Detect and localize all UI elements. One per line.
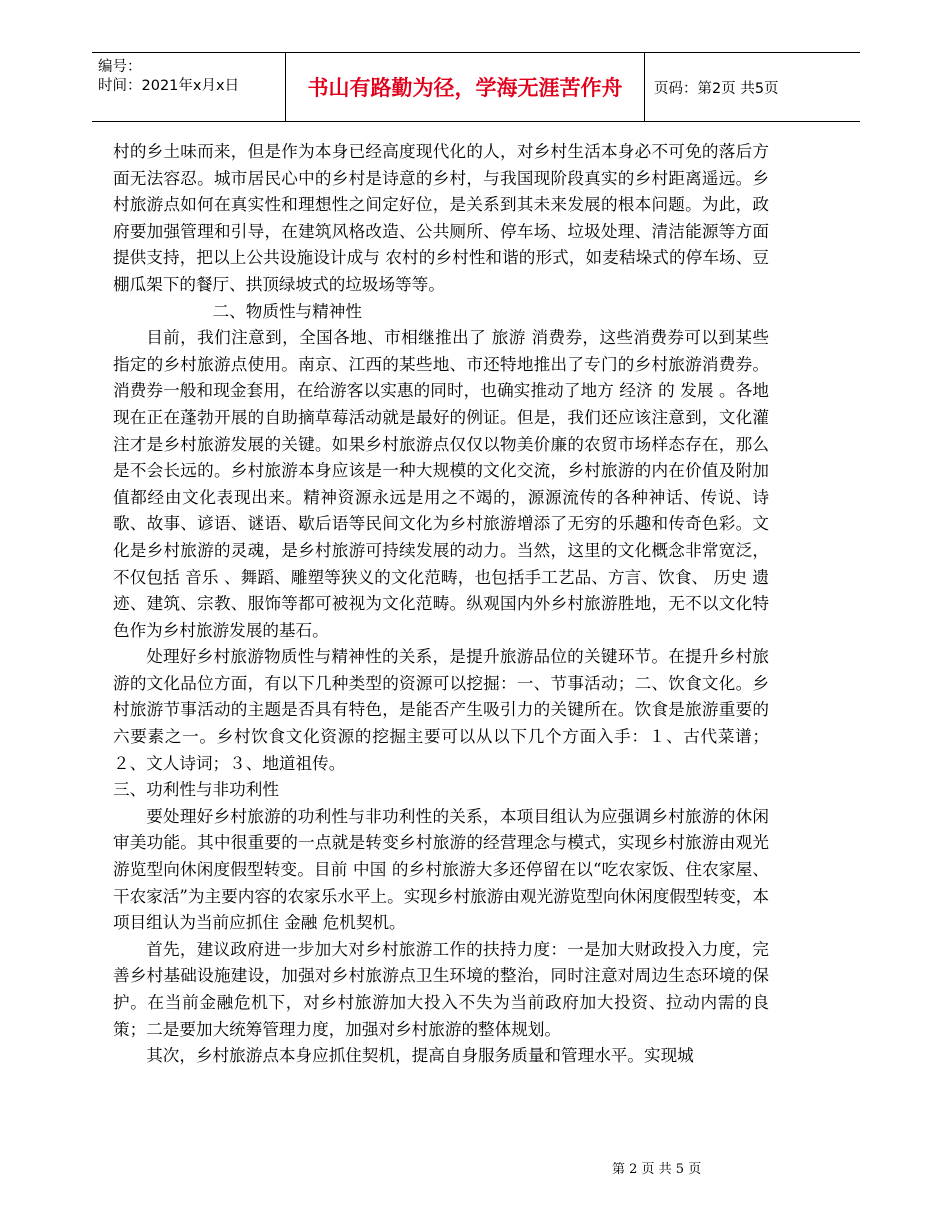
document-number-label: 编号： [98, 59, 142, 75]
page-header [92, 52, 860, 122]
header-page-info: 页码：第2页 共5页 [654, 80, 779, 97]
header-meta [92, 53, 285, 121]
body-paragraph: 首先，建议政府进一步加大对乡村旅游工作的扶持力度：一是加大财政投入力度，完善乡村基础设施建设，加强对乡村旅游点卫生环境的整治，同时注意对周边生态环境的保护。在当前金融危机下，对乡村旅游加大投入不失为当前政府加大投资、拉动内需的良策；二是要加大统筹管理力度，加强对乡村旅游的整体规划。 [113, 939, 769, 1039]
body-paragraph: 目前，我们注意到，全国各地、市相继推出了 旅游 消费券，这些消费券可以到某些指定的乡村旅游点使用。南京、江西的某些地、市还特地推出了专门的乡村旅游消费券。消费券一般和现金套用，在给游客以实惠的同时，也确实推动了地方 经济 的 发展 。各地现在正在蓬勃开展的自助摘草莓活动就是最好的例证。但是，我们还应该注意到，文化灌注才是乡村旅游发展的关键。如果乡村旅游点仅仅以物美价廉的农贸市场样态存在，那么是不会长远的。乡村旅游本身应该是一种大规模的文化交流，乡村旅游的内在价值及附加值都经由文化表现出来。精神资源永远是用之不竭的，源源流传的各种神话、传说、诗歌、故事、谚语、谜语、歇后语等民间文化为乡村旅游增添了无穷的乐趣和传奇色彩。文化是乡村旅游的灵魂，是乡村旅游可持续发展的动力。当然，这里的文化概念非常宽泛，不仅包括 音乐 、舞蹈、雕塑等狭义的文化范畴，也包括手工艺品、方言、饮食、 历史 遗迹、建筑、宗教、服饰等都可被视为文化范畴。纵观国内外乡村旅游胜地，无不以文化特色作为乡村旅游发展的基石。 [113, 328, 769, 640]
header-motto: 书山有路勤为径，学海无涯苦作舟 [285, 53, 645, 121]
document-body [113, 139, 769, 1070]
section-heading: 二、物质性与精神性 [212, 301, 362, 321]
body-paragraph: 要处理好乡村旅游的功利性与非功利性的关系，本项目组认为应强调乡村旅游的休闲审美功能。其中很重要的一点就是转变乡村旅游的经营理念与模式，实现乡村旅游由观光游览型向休闲度假型转变。目前 中国 的乡村旅游大多还停留在以“吃农家饭、住农家屋、干农家活”为主要内容的农家乐水平上。实现乡村旅游由观光游览型向休闲度假型转变，本项目组认为当前应抓住 金融 危机契机。 [113, 806, 769, 933]
body-paragraph: 村的乡土味而来，但是作为本身已经高度现代化的人，对乡村生活本身必不可免的落后方面无法容忍。城市居民心中的乡村是诗意的乡村，与我国现阶段真实的乡村距离遥远。乡村旅游点如何在真实性和理想性之间定好位，是关系到其未来发展的根本问题。为此，政府要加强管理和引导，在建筑风格改造、公共厕所、停车场、垃圾处理、清洁能源等方面提供支持，把以上公共设施设计成与 农村的乡村性和谐的形式，如麦秸垛式的停车场、豆棚瓜架下的餐厅、拱顶绿坡式的垃圾场等等。 [113, 142, 769, 294]
body-paragraph: 其次，乡村旅游点本身应抓住契机，提高自身服务质量和管理水平。实现城 [146, 1046, 694, 1066]
body-paragraph: 处理好乡村旅游物质性与精神性的关系，是提升旅游品位的关键环节。在提升乡村旅游的文化品位方面，有以下几种类型的资源可以挖掘：一、节事活动；二、饮食文化。乡村旅游节事活动的主题是否具有特色，是能否产生吸引力的关键所在。饮食是旅游重要的六要素之一。乡村饮食文化资源的挖掘主要可以从以下几个方面入手：１、古代菜谱；２、文人诗词；３、地道祖传。 [113, 647, 769, 773]
document-date: 时间：2021年x月x日 [98, 78, 240, 94]
page-footer: 第 2 页 共 5 页 [612, 1162, 702, 1177]
section-heading: 三、功利性与非功利性 [113, 780, 279, 800]
